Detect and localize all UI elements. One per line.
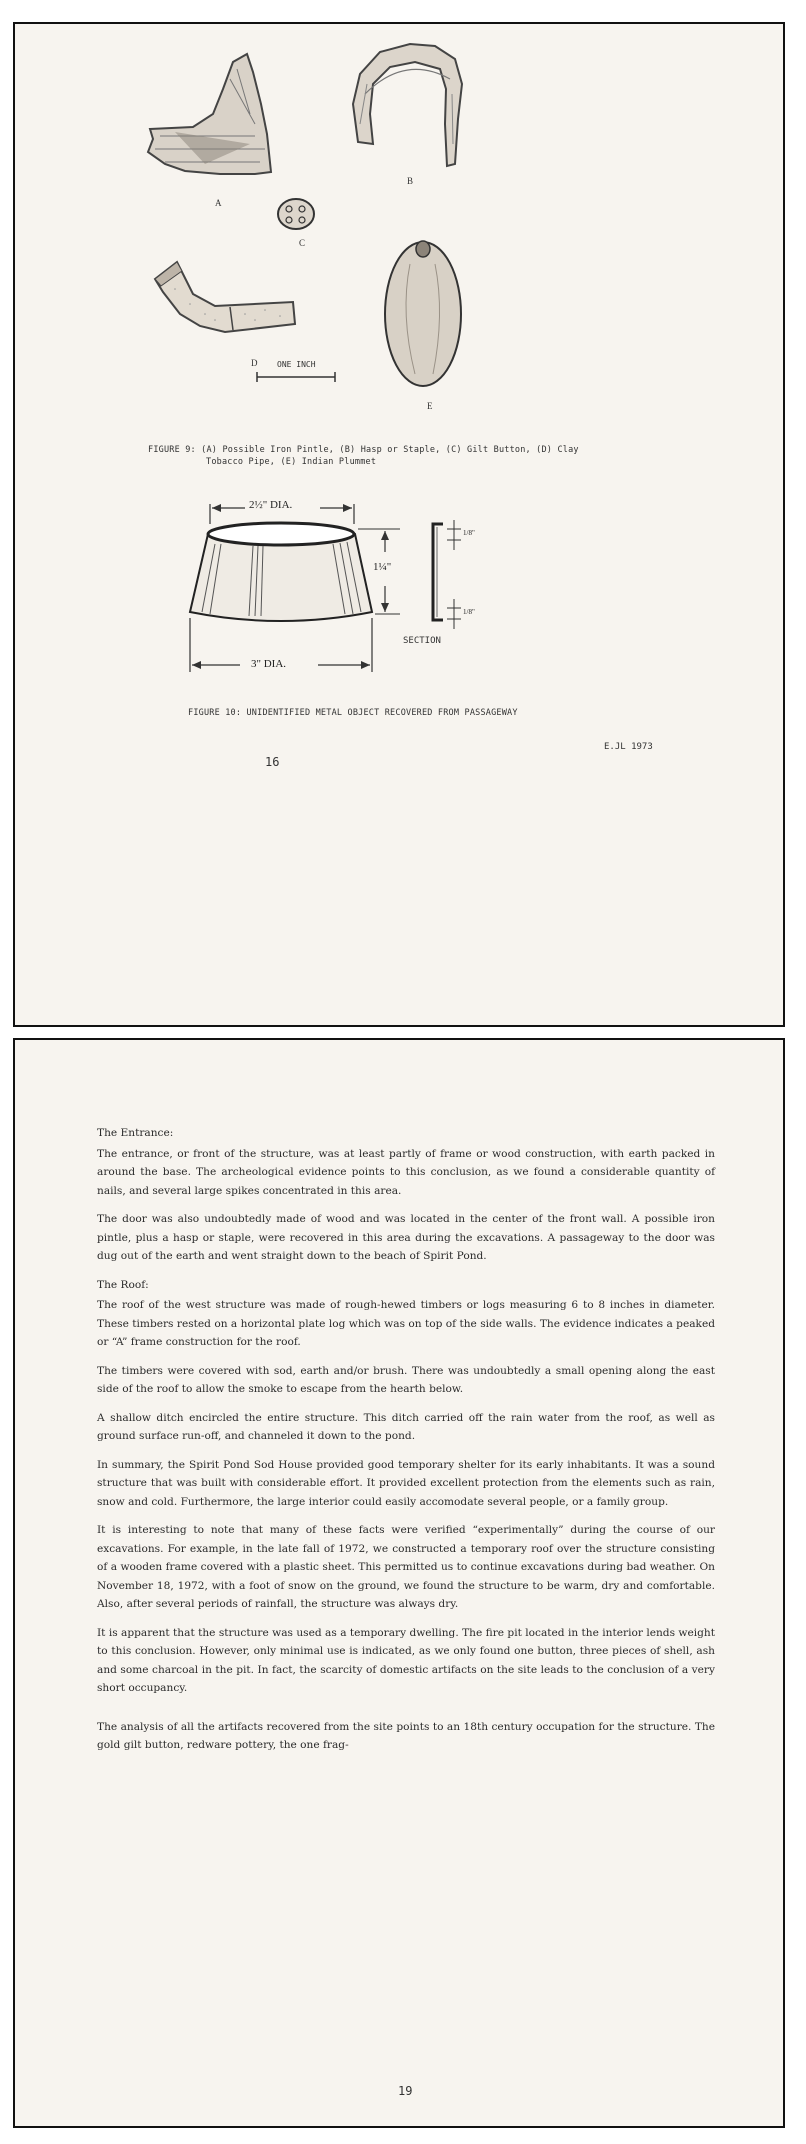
scale-label: ONE INCH [277,360,316,369]
label-e: E [427,401,433,411]
section-thickness-1: 1/8" [463,529,475,537]
paragraph-roof-2: The timbers were covered with sod, earth and/or brush. There was undoubtedly a small opening along the east side of the roof to allow the smoke to escape from the hearth below. [97,1364,715,1395]
paragraph-summary: In summary, the Spirit Pond Sod House provided good temporary shelter for its early inhabitants. It was a sound structure that was built with considerable effort. It provided excellent protection from the elements such as rain, snow and cold. Furthermore, the large interior could easily accomodate several people, or a family group. [97,1458,715,1508]
section-thickness-2: 1/8" [463,608,475,616]
figure-9-caption-line2: Tobacco Pipe, (E) Indian Plummet [206,457,377,467]
paragraph-entrance-1: The entrance, or front of the structure, was at least partly of frame or wood construction, with earth packed in around the base. The archeological evidence points to this conclusion, as we found a considerable quantity of nails, and several large spikes concentrated in this area. [97,1147,715,1197]
page-19 [13,1038,785,2128]
page-19-body [97,1124,715,1765]
page-number: 16 [265,755,280,769]
height-label: 1¼" [373,561,392,573]
paragraph-entrance-2: The door was also undoubtedly made of wood and was located in the center of the front wall. A possible iron pintle, plus a hasp or staple, were recovered in this area during the excavations. A passageway to the door was dug out of the earth and went straight down to the beach of Spirit Pond. [97,1213,715,1262]
drawing-credit: E.JL 1973 [604,742,653,752]
heading-entrance: The Entrance: [97,1127,174,1139]
paragraph-dwelling: It is apparent that the structure was used as a temporary dwelling. The fire pit located in the interior lends weight to this conclusion. However, only minimal use is indicated, as we only found one button, three pieces of shell, ash and some charcoal in the pit. In fact, the scarcity of domestic artifacts on the site leads to the conclusion of a very short occupancy. [97,1626,715,1694]
label-b: B [407,176,414,186]
label-a: A [215,198,222,208]
page-number: 19 [398,2084,413,2098]
page-16 [13,22,785,1027]
paragraph-experiment: It is interesting to note that many of these facts were verified “experimentally” during the course of our excavations. For example, in the late fall of 1972, we constructed a temporary roof over the structure consisting of a wooden frame covered with a plastic sheet. This permitted us to continue excavations during bad weather. On November 18, 1972, with a foot of snow on the ground, we found the structure to be warm, dry and comfortable. Also, after several periods of rainfall, the structure was always dry. [97,1524,715,1610]
top-diameter-label: 2½" DIA. [249,499,293,511]
bottom-diameter-label: 3" DIA. [251,658,287,670]
label-d: D [251,358,258,368]
figure-10-drawing [15,24,783,1025]
figure-9-caption-line1: FIGURE 9: (A) Possible Iron Pintle, (B) Hasp or Staple, (C) Gilt Button, (D) Clay [148,445,579,455]
paragraph-roof-3: A shallow ditch encircled the entire structure. This ditch carried off the rain water from the roof, as well as ground surface run-off, and channeled it down to the pond. [97,1411,715,1442]
heading-roof: The Roof: [97,1278,149,1291]
figure-10-caption: FIGURE 10: UNIDENTIFIED METAL OBJECT RECOVERED FROM PASSAGEWAY [188,708,518,718]
label-c: C [299,238,306,248]
paragraph-roof-1: The roof of the west structure was made of rough-hewed timbers or logs measuring 6 to 8 inches in diameter. These timbers rested on a horizontal plate log which was on top of the side walls. The evidence indicates a peaked or “A” frame construction for the roof. [97,1299,715,1348]
paragraph-analysis: The analysis of all the artifacts recovered from the site points to an 18th century occupation for the structure. The gold gilt button, redware pottery, the one frag- [97,1720,715,1751]
section-label: SECTION [403,636,441,646]
